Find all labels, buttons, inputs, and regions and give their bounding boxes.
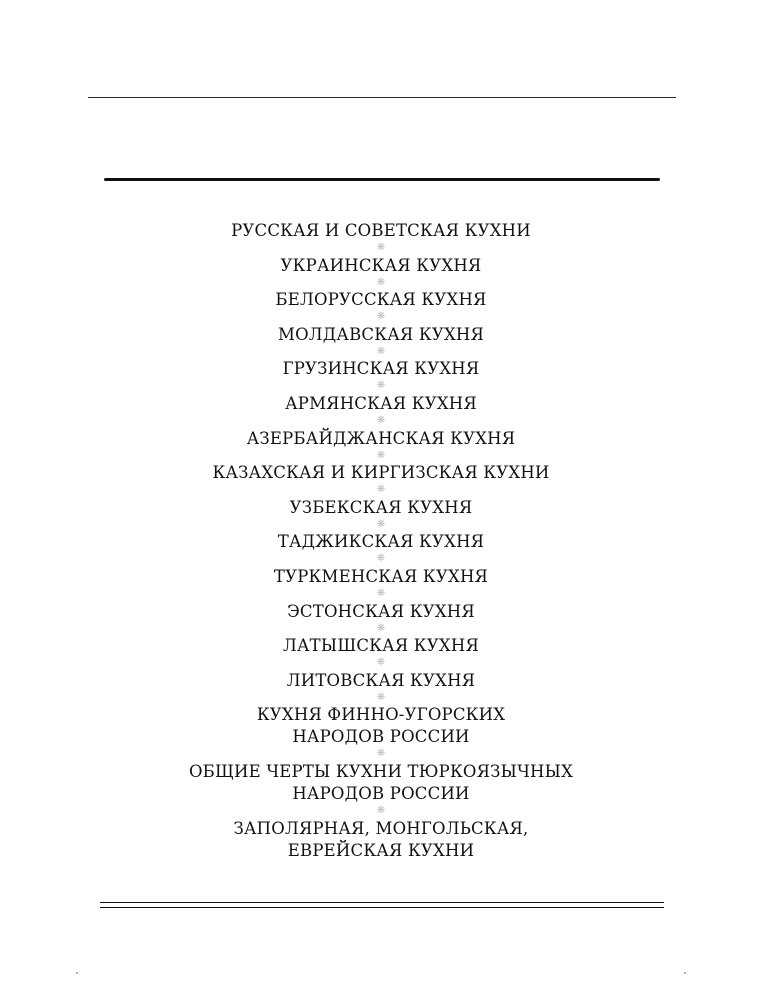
snowflake-separator-icon: ❋: [376, 804, 386, 816]
snowflake-separator-icon: ❋: [376, 691, 386, 703]
toc-entry: ГРУЗИНСКАЯ КУХНЯ: [282, 359, 480, 379]
corner-mark-right: [684, 972, 686, 974]
toc-entry: НАРОДОВ РОССИИ: [292, 727, 470, 747]
snowflake-separator-icon: ❋: [376, 518, 386, 530]
toc-entry: ОБЩИЕ ЧЕРТЫ КУХНИ ТЮРКОЯЗЫЧНЫХ: [188, 761, 574, 781]
snowflake-separator-icon: ❋: [376, 345, 386, 357]
snowflake-separator-icon: ❋: [376, 622, 386, 634]
toc-entry: РУССКАЯ И СОВЕТСКАЯ КУХНИ: [231, 221, 531, 240]
snowflake-separator-icon: ❋: [376, 380, 386, 392]
snowflake-separator-icon: ❋: [376, 276, 386, 288]
toc-entry: УЗБЕКСКАЯ КУХНЯ: [289, 497, 473, 517]
snowflake-separator-icon: ❋: [376, 414, 386, 426]
footer-double-rule: [100, 902, 664, 908]
toc-entry: ТАДЖИКСКАЯ КУХНЯ: [277, 532, 485, 552]
snowflake-separator-icon: ❋: [376, 242, 386, 253]
toc-entry: УКРАИНСКАЯ КУХНЯ: [280, 255, 482, 275]
toc-entry: НАРОДОВ РОССИИ: [292, 783, 470, 803]
corner-mark-left: [76, 972, 78, 974]
toc-entry: ЭСТОНСКАЯ КУХНЯ: [287, 601, 475, 621]
snowflake-separator-icon: ❋: [376, 587, 386, 599]
snowflake-separator-icon: ❋: [376, 484, 386, 496]
toc-entry: КУХНЯ ФИННО-УГОРСКИХ: [256, 705, 506, 725]
header-heavy-rule: [104, 178, 660, 181]
toc-entry: ТУРКМЕНСКАЯ КУХНЯ: [273, 566, 489, 586]
toc-entry: ЗАПОЛЯРНАЯ, МОНГОЛЬСКАЯ,: [233, 818, 529, 838]
snowflake-separator-icon: ❋: [376, 449, 386, 461]
toc-entry: ЛАТЫШСКАЯ КУХНЯ: [283, 636, 479, 656]
snowflake-separator-icon: ❋: [376, 553, 386, 565]
snowflake-separator-icon: ❋: [376, 657, 386, 669]
top-rule: [88, 97, 676, 98]
snowflake-separator-icon: ❋: [376, 311, 386, 323]
toc-entry: ЕВРЕЙСКАЯ КУХНИ: [287, 840, 475, 860]
table-of-contents: [0, 220, 762, 862]
toc-entry: КАЗАХСКАЯ И КИРГИЗСКАЯ КУХНИ: [212, 463, 550, 483]
toc-entry: МОЛДАВСКАЯ КУХНЯ: [277, 324, 485, 344]
toc-entry: АЗЕРБАЙДЖАНСКАЯ КУХНЯ: [246, 428, 516, 448]
snowflake-separator-icon: ❋: [376, 748, 386, 760]
toc-entry: АРМЯНСКАЯ КУХНЯ: [285, 393, 477, 413]
toc-entry: БЕЛОРУССКАЯ КУХНЯ: [275, 290, 487, 310]
toc-entry: ЛИТОВСКАЯ КУХНЯ: [286, 670, 476, 690]
